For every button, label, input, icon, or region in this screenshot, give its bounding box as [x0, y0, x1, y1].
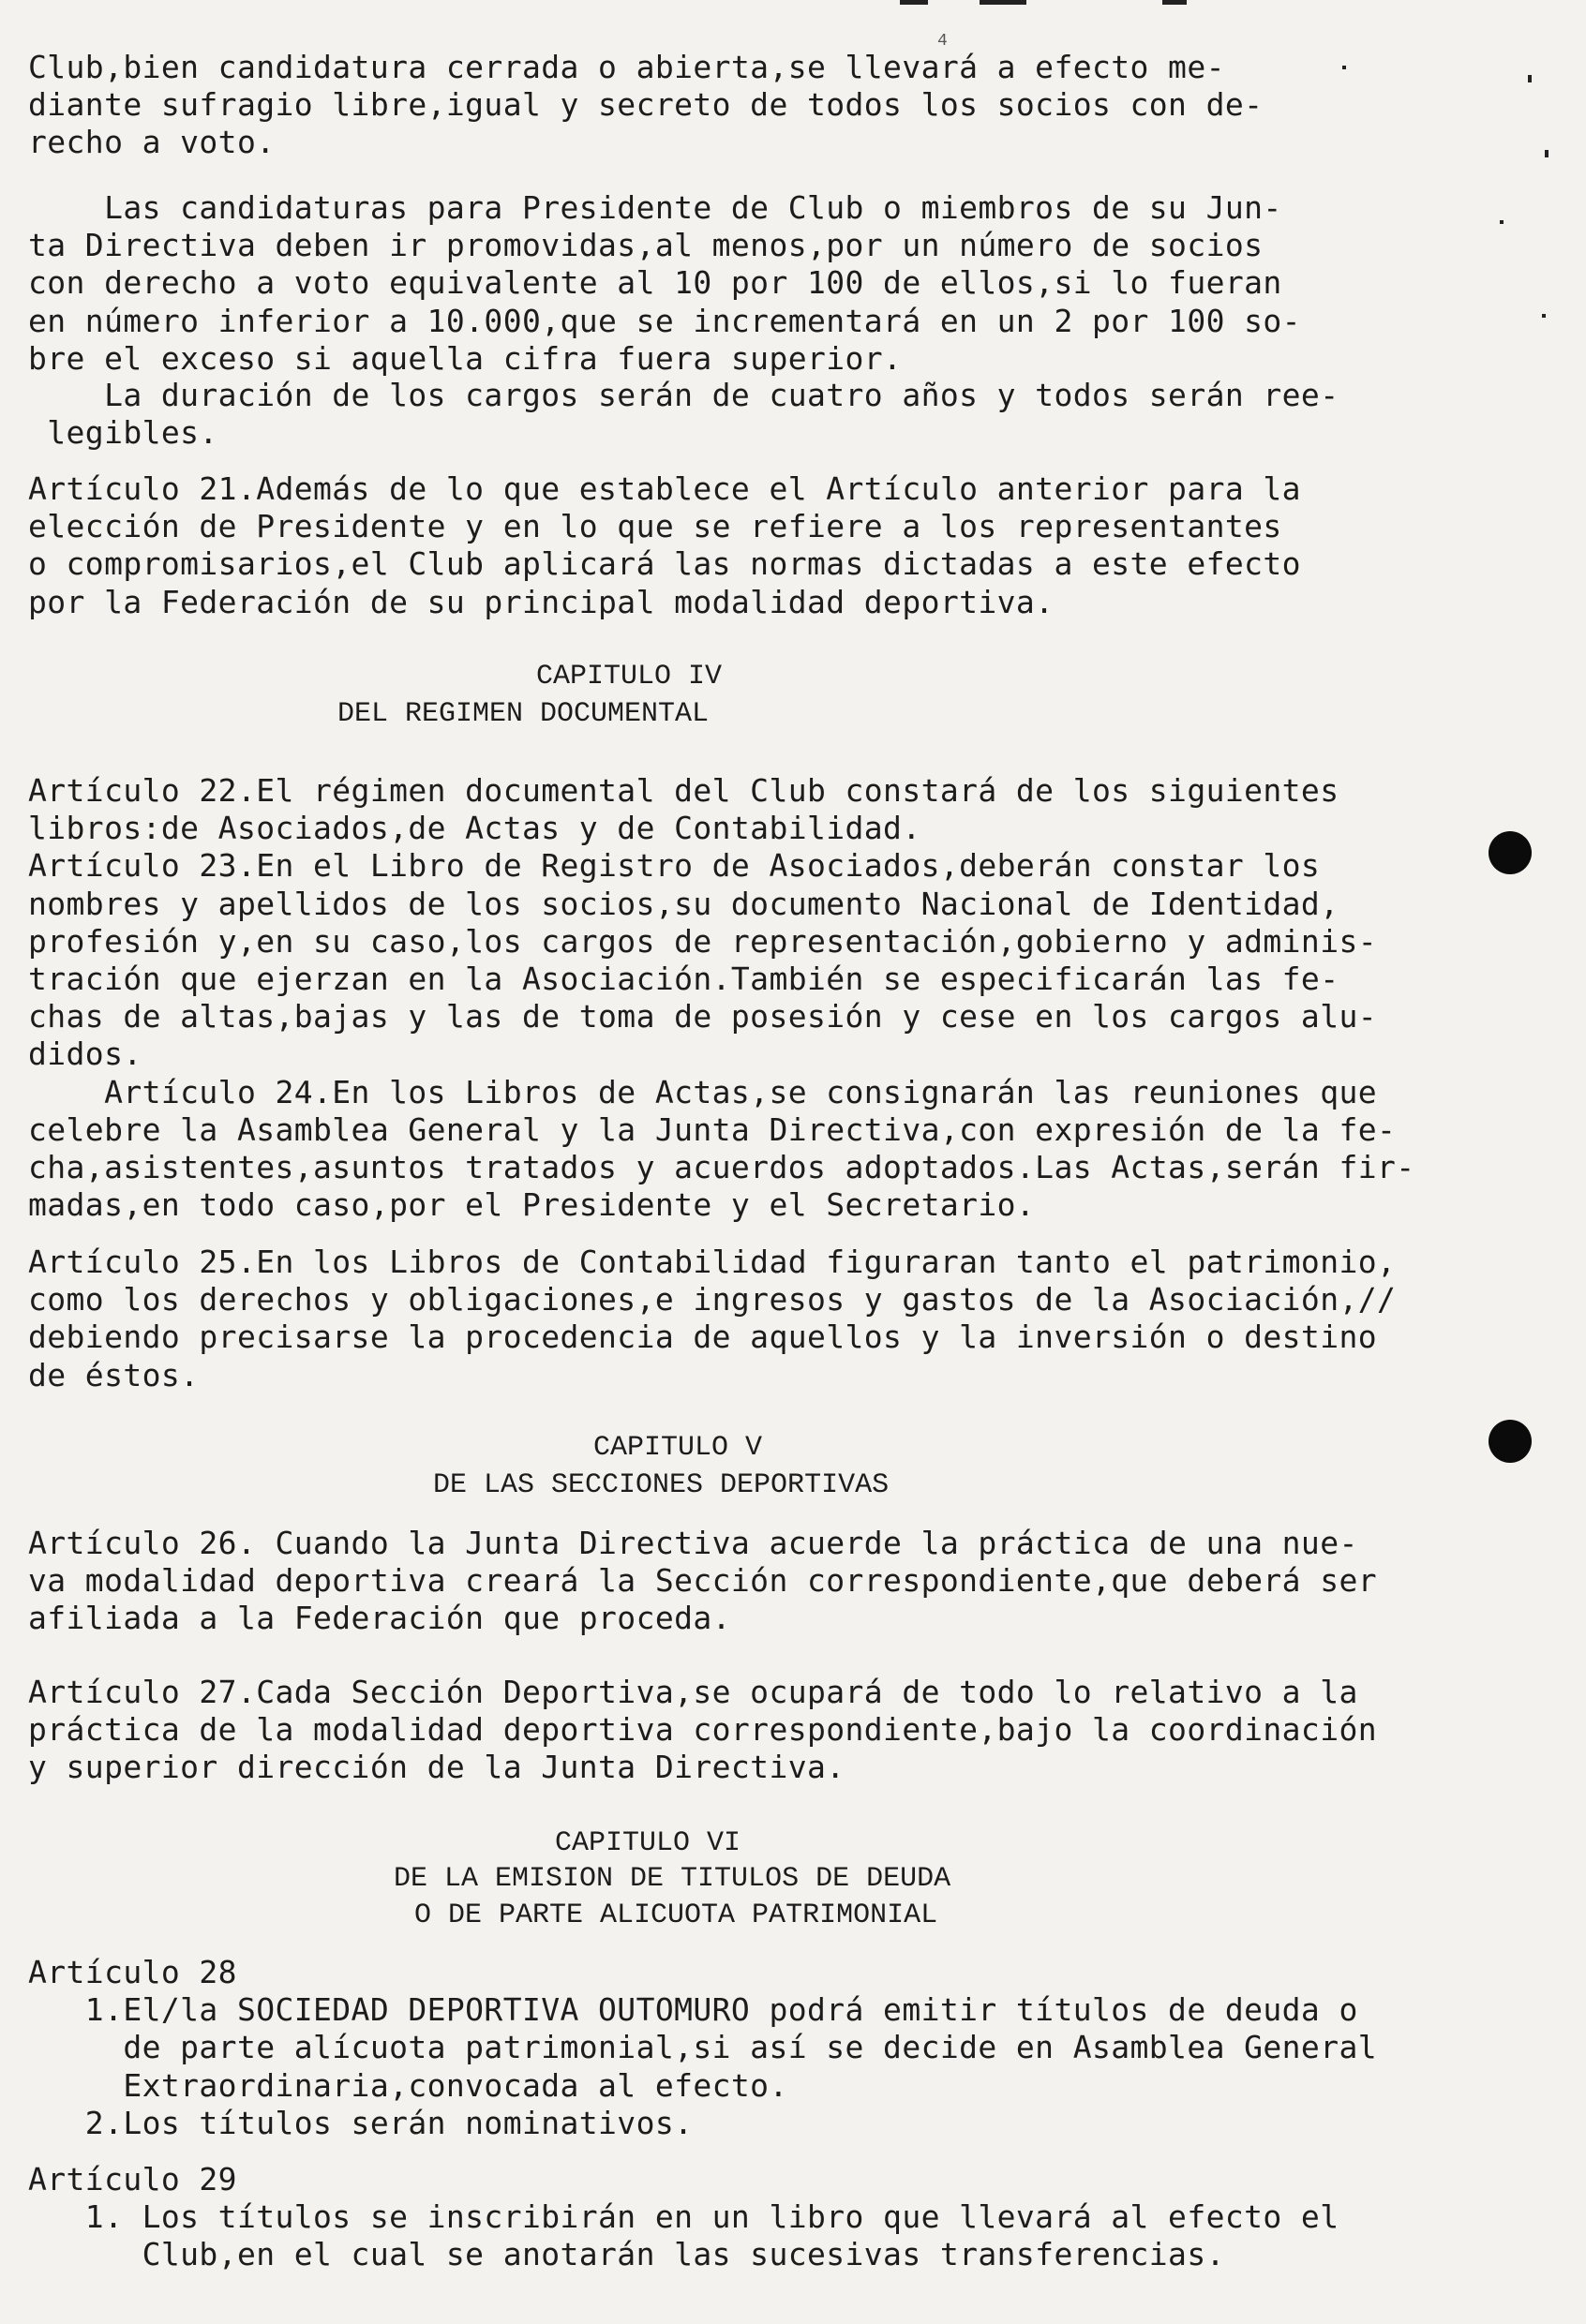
chapter-v-number: CAPITULO V	[593, 1432, 763, 1464]
page-number: 4	[937, 32, 948, 51]
chapter-v-title: DE LAS SECCIONES DEPORTIVAS	[433, 1469, 890, 1501]
punch-hole-bottom	[1489, 1420, 1532, 1463]
article-28: Artículo 28 1.El/la SOCIEDAD DEPORTIVA OUTOMURO podrá emitir títulos de deuda o de parte alícuota patrimonial,si así se decide en Asamblea General Extraordinaria,convocada al efecto. 2.Los títulos serán nominativos.	[28, 1954, 1378, 2141]
chapter-iv-title: DEL REGIMEN DOCUMENTAL	[337, 698, 710, 730]
chapter-vi-subtitle: O DE PARTE ALICUOTA PATRIMONIAL	[414, 1899, 938, 1931]
top-edge-mark-2	[980, 0, 1026, 5]
article-26: Artículo 26. Cuando la Junta Directiva acuerde la práctica de una nue- va modalidad deportiva creará la Sección correspondiente,que deberá ser afiliada a la Federación que proceda.	[28, 1525, 1378, 1637]
paragraph-candidaturas: Las candidaturas para Presidente de Club o miembros de su Jun- ta Directiva deben ir promovidas,al menos,por un número de socios con derecho a voto equivalente al 10 por 100 de ellos,si lo fueran en número inferior a 10.000,que se incrementará en un 2 por 100 so- bre el exceso si aquella cifra fuera superior.	[28, 189, 1301, 377]
chapter-vi-title: DE LA EMISION DE TITULOS DE DEUDA	[394, 1863, 951, 1895]
paragraph-elections-end: Club,bien candidatura cerrada o abierta,se llevará a efecto me- diante sufragio libre,igual y secreto de todos los socios con de- recho a voto.	[28, 49, 1264, 161]
article-27: Artículo 27.Cada Sección Deportiva,se ocupará de todo lo relativo a la práctica de la modalidad deportiva correspondiente,bajo la coordinación y superior dirección de la Junta Directiva.	[28, 1674, 1378, 1786]
margin-speck-2	[1545, 150, 1549, 157]
top-edge-mark	[900, 0, 928, 5]
margin-speck-4	[1542, 314, 1546, 318]
margin-speck	[1528, 75, 1532, 82]
chapter-iv-number: CAPITULO IV	[536, 661, 723, 693]
article-29: Artículo 29 1. Los títulos se inscribirán en un libro que llevará al efecto el Club,en el cual se anotarán las sucesivas transferencias.	[28, 2161, 1339, 2273]
punch-hole-top	[1489, 831, 1532, 874]
article-25: Artículo 25.En los Libros de Contabilidad figuraran tanto el patrimonio, como los derechos y obligaciones,e ingresos y gastos de la Asociación,// debiendo precisarse la procedencia de aquellos y la inversión o destino de éstos.	[28, 1244, 1397, 1393]
article-21: Artículo 21.Además de lo que establece el Artículo anterior para la elección de Presidente y en lo que se refiere a los representantes o compromisarios,el Club aplicará las normas dictadas a este efecto por la Federación de su principal modalidad deportiva.	[28, 470, 1301, 620]
margin-speck-3	[1500, 220, 1504, 224]
articles-22-24: Artículo 22.El régimen documental del Club constará de los siguientes libros:de Asociados,de Actas y de Contabilidad. Artículo 23.En el Libro de Registro de Asociados,deberán constar los nombres y apellidos de los socios,su documento Nacional de Identidad, profesión y,en su caso,los cargos de representación,gobierno y adminis- tración que ejerzan en la Asociación.También se especificarán las fe- chas de altas,bajas y las de toma de posesión y cese en los cargos alu- didos. Artículo 24.En los Libros de Actas,se consignarán las reuniones que celebre la Asamblea General y la Junta Directiva,con expresión de la fe- cha,asistentes,asuntos tratados y acuerdos adoptados.Las Actas,serán fir- madas,en todo caso,por el Presidente y el Secretario.	[28, 772, 1415, 1224]
chapter-vi-number: CAPITULO VI	[555, 1827, 741, 1859]
margin-speck-5	[1342, 66, 1346, 69]
top-edge-mark-3	[1162, 0, 1187, 5]
paragraph-duracion-cargos: La duración de los cargos serán de cuatro años y todos serán ree- legibles.	[47, 377, 1339, 452]
